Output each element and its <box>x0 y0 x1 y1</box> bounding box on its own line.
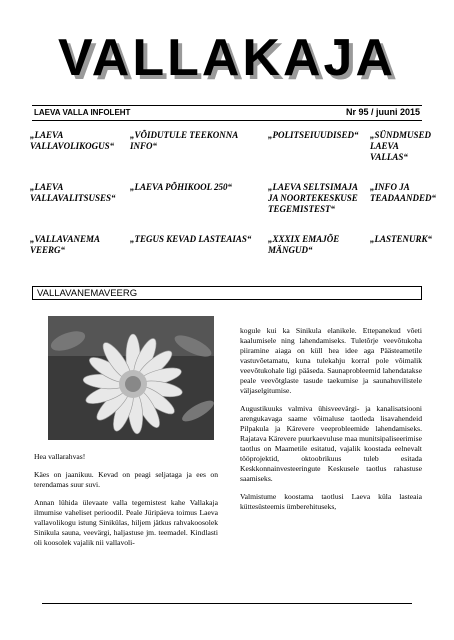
toc-link-politseiuudised[interactable]: „POLITSEIUUDISED“ <box>268 130 359 140</box>
toc-link-emajoe[interactable]: „XXXIX EMAJÕE MÄNGUD“ <box>268 234 340 255</box>
footer-rule <box>42 603 412 604</box>
newsletter-title: VALLAKAJA <box>57 29 397 87</box>
toc-link-voidutule[interactable]: „VÕIDUTULE TEEKONNA INFO“ <box>130 130 238 151</box>
toc-link-vallavanema[interactable]: „VALLAVANEMA VEERG“ <box>30 234 100 255</box>
flower-photo <box>48 316 214 440</box>
article-paragraph: Annan lühida ülevaate valla tegemistest kahe Vallakaja ilmumise vaheliset perioodil. Peale Jüripäeva toimus Laeva vallavolikogu istung Sinikülas, hiljem jätkus rahvakoosolek Sinikula sauna, veevärgi, haljastuse jm. teemadel. Kindlasti oli koosolek vajalik nii vallavoli- <box>34 498 218 547</box>
article-column-left <box>34 452 218 556</box>
toc-link-info[interactable]: „INFO JA TEADAANDED“ <box>370 182 437 203</box>
masthead <box>0 28 454 88</box>
flower-icon <box>48 316 214 440</box>
article-paragraph: kogule kui ka Sinikula elanikele. Ettepanekud võeti kaalumisele ning lahendamiseks. Tuletõrje veevõtukoha piiramine aiaga on küll hea idee aga Päästeametile vastuvõetamatu, kuna tulekahju korral pole võimalik veevõtukohale ligi pääseda. Saunaprobleemid lahendatakse peale veevõtglaste tasude taekumise ja saunahuvilistele väljaselgitumise. <box>240 326 422 395</box>
toc-link-vallavalitsuses[interactable]: „LAEVA VALLAVALITSUSES“ <box>30 182 116 203</box>
toc-link-pohikool[interactable]: „LAEVA PÕHIKOOL 250“ <box>130 182 233 192</box>
issue-label: Nr 95 / juuni 2015 <box>345 107 420 117</box>
publisher-label: LAEVA VALLA INFOLEHT <box>34 108 131 117</box>
article-paragraph: Hea vallarahvas! <box>34 452 86 461</box>
info-bar <box>32 105 422 121</box>
article-paragraph: Käes on jaanikuu. Kevad on peagi seljataga ja ees on terendamas suur suvi. <box>34 470 218 489</box>
section-header: VALLAVANEMAVEERG <box>32 286 422 300</box>
article-column-right <box>240 326 422 520</box>
toc-link-sundmused[interactable]: „SÜNDMUSED LAEVA VALLAS“ <box>370 130 432 162</box>
article-paragraph: Augustikuuks valmiva ühisveevärgi- ja kanalisatsiooni arengukavaga saame võimaluse taotleda lisavahendeid Pilpakula ja Kärevere veeprobleemide lahendamiseks. Rajatava Kärevere puurkaevuluse maa munitsipaliseerimise taotlus on Maametile esitatud, vajalik koostada eelnevalt tööprojektid, oktoobrikuus tuleb esitada Keskkonnainvesteeringute Keskusele taotlus rahastuse saamiseks. <box>240 404 422 483</box>
toc-link-lastenurk[interactable]: „LASTENURK“ <box>370 234 433 244</box>
toc-link-seltsimaja[interactable]: „LAEVA SELTSIMAJA JA NOORTEKESKUSE TEGEMISTEST“ <box>268 182 358 214</box>
article-paragraph: Valmistume koostama taotlusi Laeva küla lasteaia küttesüsteemis ümberehituseks, <box>240 492 422 511</box>
toc-link-lasteaias[interactable]: „TEGUS KEVAD LASTEAIAS“ <box>130 234 252 244</box>
toc-link-vallavolikogus[interactable]: „LAEVA VALLAVOLIKOGUS“ <box>30 130 115 151</box>
